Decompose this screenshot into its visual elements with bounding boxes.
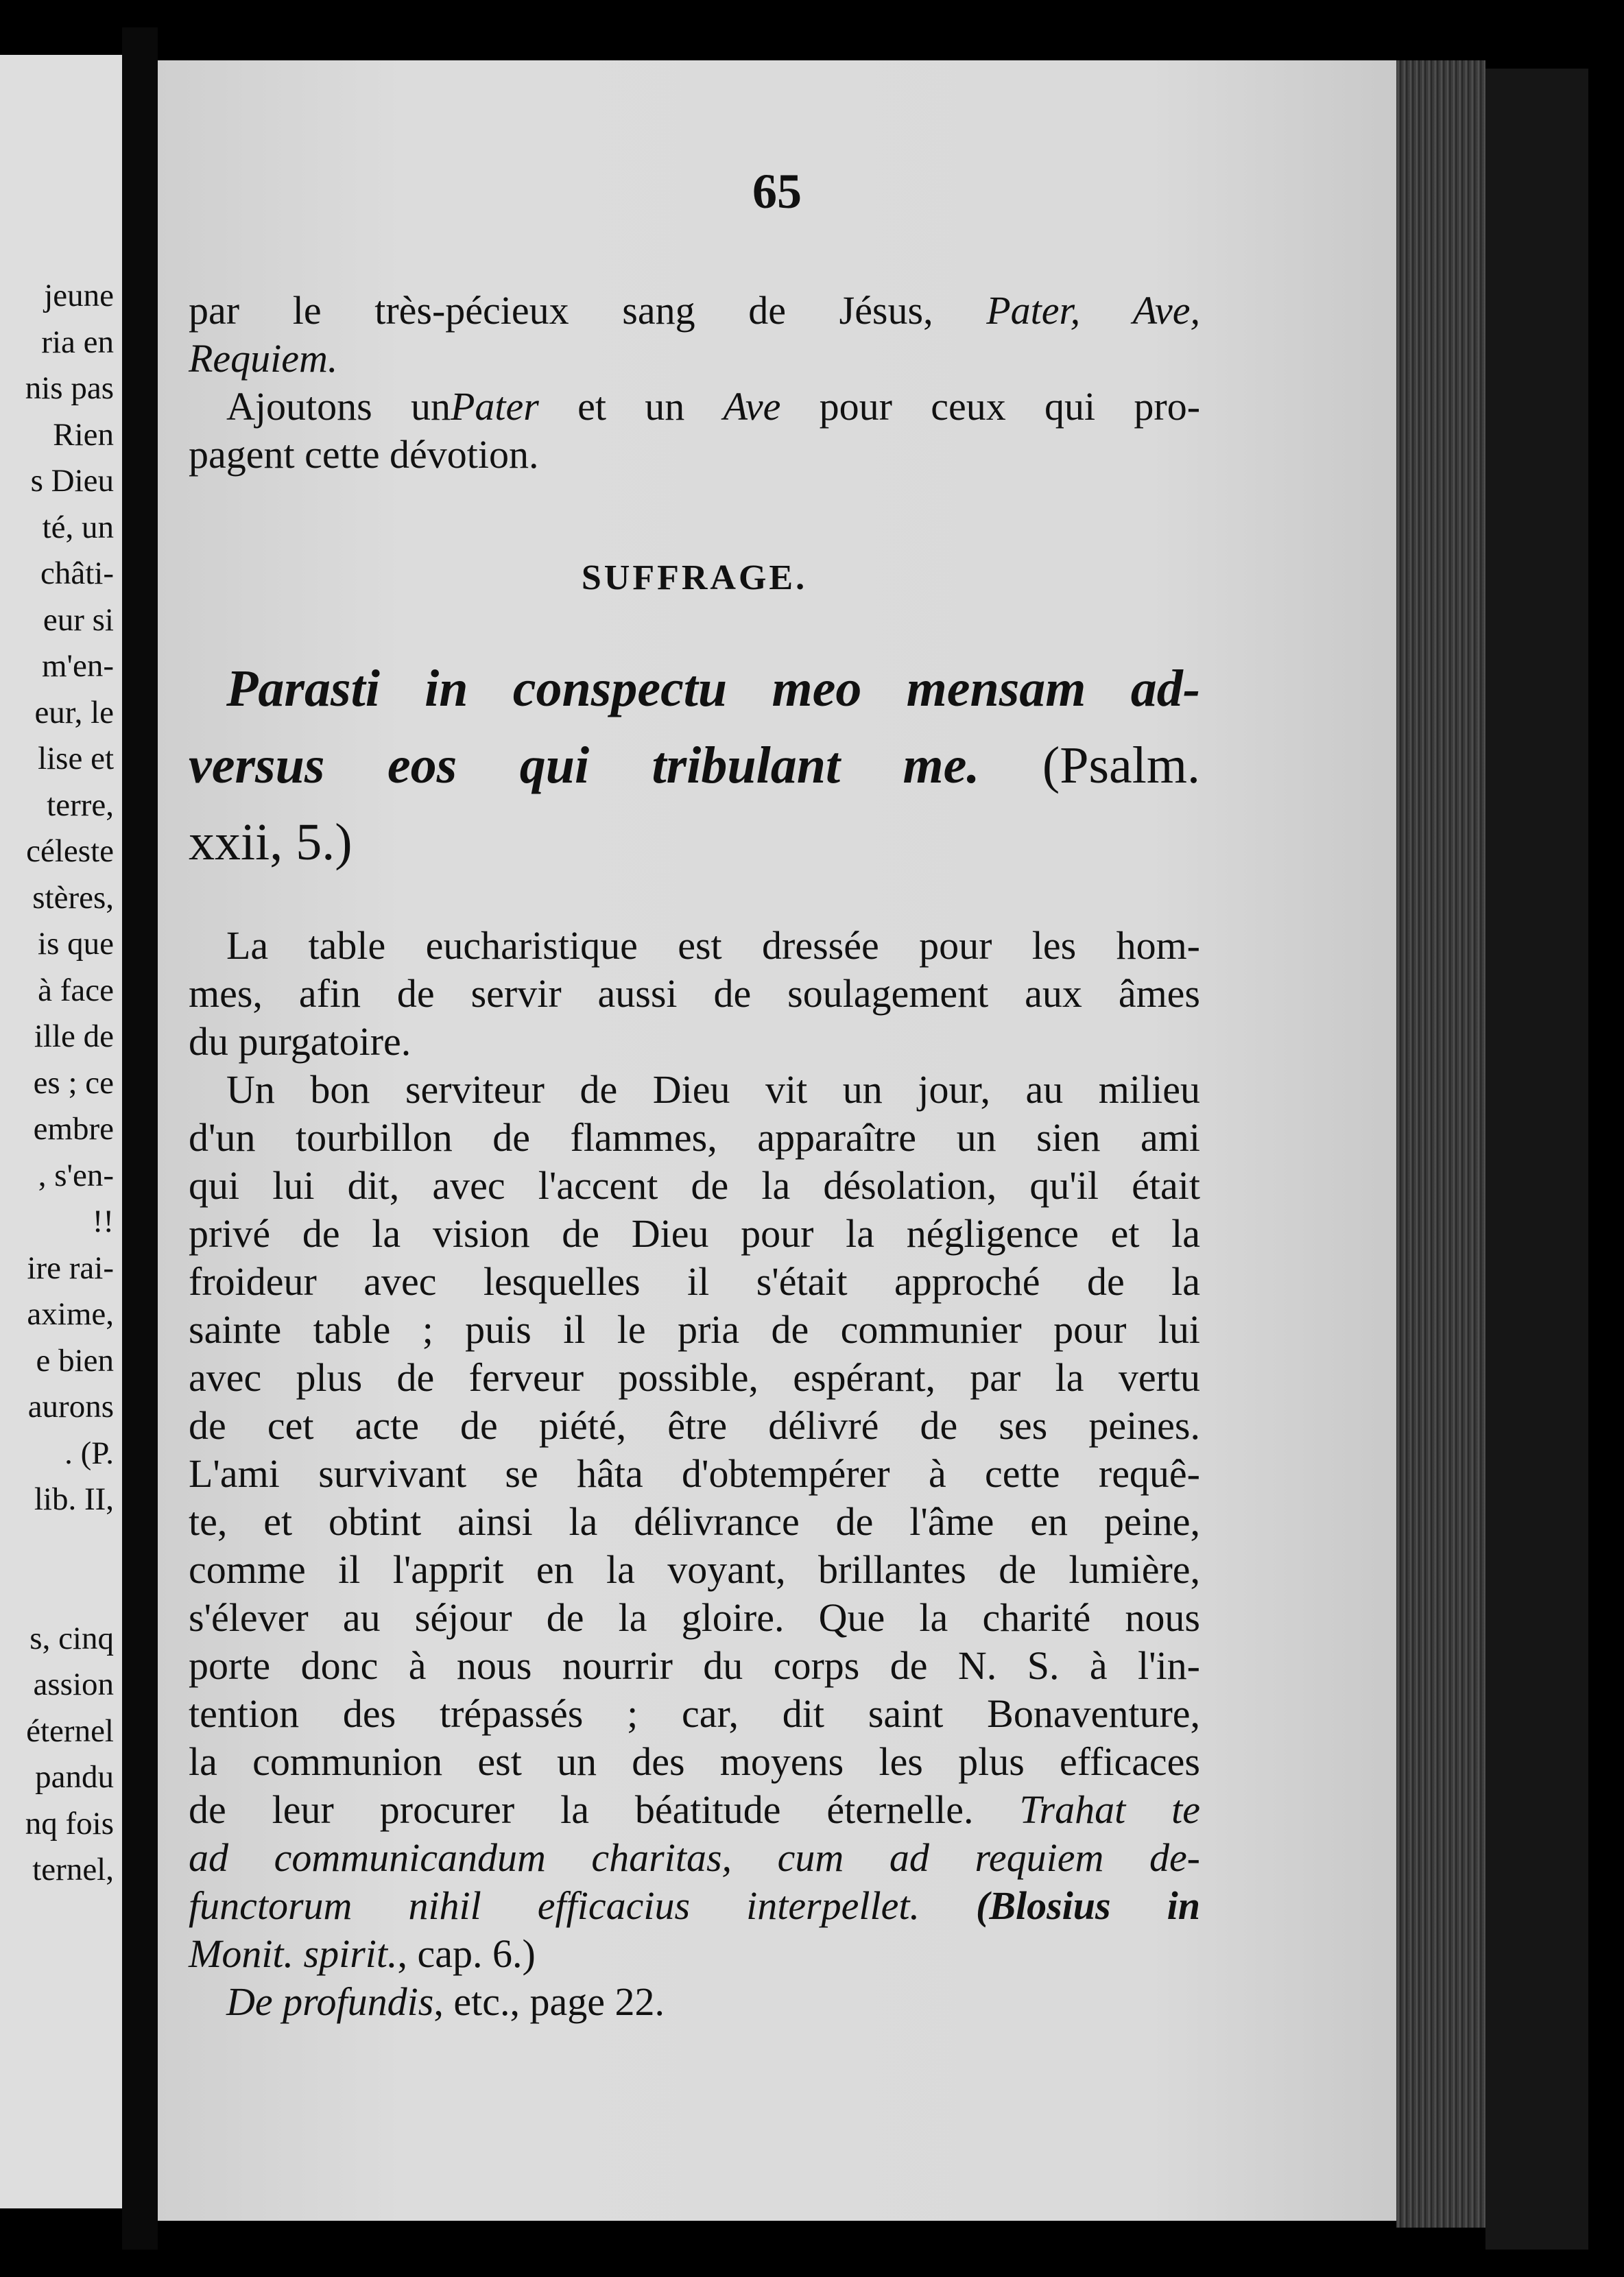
left-text-line: ille de xyxy=(34,1018,114,1054)
left-text-line: jeune xyxy=(44,278,114,313)
left-text-line: m'en- xyxy=(41,648,114,684)
left-text-line: , s'en- xyxy=(38,1157,114,1193)
left-text-line: es ; ce xyxy=(33,1064,114,1101)
text-line: avec plus de ferveur possible, espérant, par la vertu xyxy=(189,1355,1200,1400)
left-text-line: is que xyxy=(38,926,114,962)
left-text-line: assion xyxy=(33,1667,114,1702)
text-line: tention des trépassés ; car, dit saint Bonaventure, xyxy=(189,1691,1200,1736)
book-page xyxy=(158,60,1396,2221)
left-text-line: céleste xyxy=(26,833,114,869)
paragraph-tail xyxy=(189,1786,1200,2026)
left-text-line: ternel, xyxy=(32,1852,114,1887)
page-text xyxy=(189,287,1200,2026)
left-text-line: té, un xyxy=(42,509,114,545)
text-line: Monit. spirit., cap. 6.) xyxy=(189,1931,536,1976)
epigraph-line: versus eos qui tribulant me. (Psalm. xyxy=(189,737,1201,794)
left-text-line: s Dieu xyxy=(30,463,114,499)
left-text-line: Rien xyxy=(53,416,114,453)
text-line: Requiem. xyxy=(189,336,338,381)
text-line: De profundis, etc., page 22. xyxy=(226,1979,665,2024)
text-line: ad communicandum charitas, cum ad requiem de- xyxy=(189,1835,1200,1880)
text-line: du purgatoire. xyxy=(189,1019,411,1064)
paragraph-1 xyxy=(189,922,1200,1066)
page-number: 65 xyxy=(752,164,802,219)
left-text-line: . (P. xyxy=(64,1435,114,1471)
text-line: la communion est un des moyens les plus efficaces xyxy=(189,1739,1200,1784)
left-text-line: lib. II, xyxy=(34,1481,114,1517)
section-heading: SUFFRAGE. xyxy=(581,558,808,597)
left-page-text xyxy=(0,273,114,1894)
left-text-line: !! xyxy=(92,1204,114,1239)
text-line: par le très-pécieux sang de Jésus, Pater, Ave, xyxy=(189,288,1200,333)
left-text-line: eur si xyxy=(43,601,114,638)
text-line: L'ami survivant se hâta d'obtempérer à cette requê- xyxy=(189,1451,1200,1496)
left-text-line: pandu xyxy=(35,1759,114,1795)
left-text-line: s, cinq xyxy=(29,1620,114,1656)
left-page-fragment xyxy=(0,55,122,2208)
text-line: pagent cette dévotion. xyxy=(189,432,539,477)
text-line: mes, afin de servir aussi de soulagement aux âmes xyxy=(189,971,1200,1016)
book-cover xyxy=(1485,69,1588,2250)
text-line: d'un tourbillon de flammes, apparaître un sien ami xyxy=(189,1115,1200,1160)
text-line: privé de la vision de Dieu pour la négligence et la xyxy=(189,1211,1200,1256)
epigraph-line: xxii, 5.) xyxy=(189,813,353,871)
left-text-line: stères, xyxy=(32,879,114,916)
text-line: s'élever au séjour de la gloire. Que la charité nous xyxy=(189,1595,1200,1640)
page-edges xyxy=(1396,60,1485,2228)
left-text-line xyxy=(0,1569,114,1616)
text-line: de leur procurer la béatitude éternelle. Trahat te xyxy=(189,1787,1201,1832)
epigraph xyxy=(189,650,1200,881)
text-line: te, et obtint ainsi la délivrance de l'âme en peine, xyxy=(189,1499,1200,1544)
left-text-line: terre, xyxy=(47,787,114,823)
text-line: functorum nihil efficacius interpellet. (Blosius in xyxy=(189,1883,1201,1928)
paragraph-2 xyxy=(189,1066,1200,1786)
left-text-line: aurons xyxy=(27,1389,114,1424)
epigraph-line: Parasti in conspectu meo mensam ad- xyxy=(226,660,1200,717)
text-line: froideur avec lesquelles il s'était approché de la xyxy=(189,1259,1200,1304)
left-text-line: embre xyxy=(33,1111,114,1147)
book-gutter xyxy=(122,27,158,2250)
text-line: La table eucharistique est dressée pour les hom- xyxy=(226,923,1200,968)
text-line: sainte table ; puis il le pria de communier pour lui xyxy=(189,1307,1200,1352)
left-text-line: eur, le xyxy=(34,694,114,730)
left-text-line: ria en xyxy=(41,324,114,360)
left-text-line: nis pas xyxy=(25,370,114,406)
text-line: qui lui dit, avec l'accent de la désolation, qu'il était xyxy=(189,1163,1200,1208)
left-text-line: lise et xyxy=(38,741,114,776)
left-text-line: ire rai- xyxy=(27,1250,114,1286)
text-line: porte donc à nous nourrir du corps de N. S. à l'in- xyxy=(189,1643,1200,1688)
left-text-line: châti- xyxy=(40,556,114,591)
left-text-line: éternel xyxy=(26,1713,114,1749)
left-text-line: e bien xyxy=(36,1342,114,1379)
text-line: comme il l'apprit en la voyant, brillantes de lumière, xyxy=(189,1547,1200,1592)
text-line: Un bon serviteur de Dieu vit un jour, au milieu xyxy=(226,1067,1200,1112)
left-text-line xyxy=(0,1523,114,1570)
left-text-line: axime, xyxy=(27,1296,114,1332)
left-text-line: nq fois xyxy=(25,1805,114,1841)
left-text-line: à face xyxy=(38,972,114,1008)
text-line: Ajoutons unPater et un Ave pour ceux qui pro- xyxy=(226,384,1201,429)
text-line: de cet acte de piété, être délivré de ses peines. xyxy=(189,1403,1200,1448)
